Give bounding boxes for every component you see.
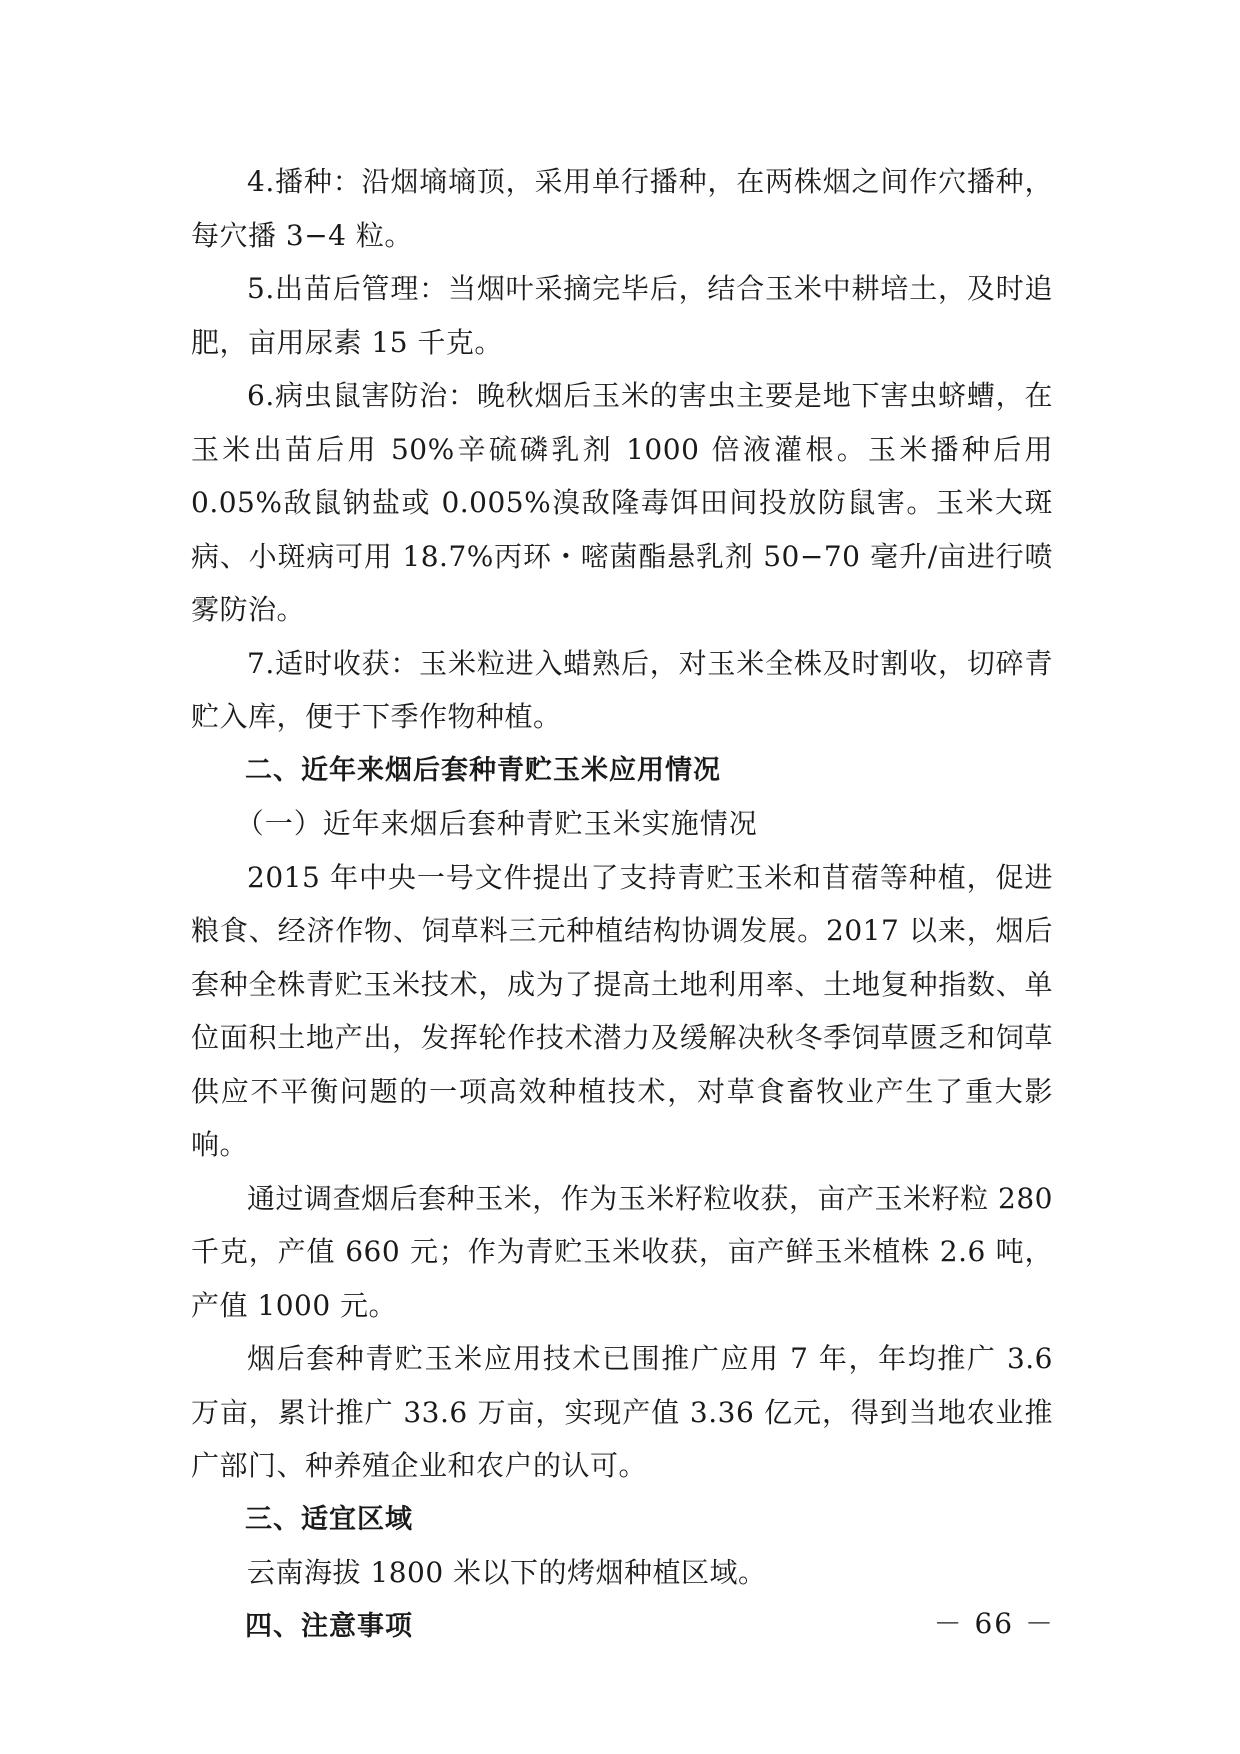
paragraph-policy: 2015 年中央一号文件提出了支持青贮玉米和苜蓿等种植，促进粮食、经济作物、饲草料三元种植结构协调发展。2017 以来，烟后套种全株青贮玉米技术，成为了提高土地利用率、土地复种指数、单位面积土地产出，发挥轮作技术潜力及缓解决秋冬季饲草匮乏和饲草供应不平衡问题的一项高效种植技术，对草食畜牧业产生了重大影响。 xyxy=(191,860,1053,1161)
subsection-heading-implementation: （一）近年来烟后套种青贮玉米实施情况 xyxy=(235,807,758,840)
document-body xyxy=(191,155,1053,1653)
section-heading-application: 二、近年来烟后套种青贮玉米应用情况 xyxy=(245,754,721,786)
paragraph-sowing: 4.播种：沿烟墒墒顶，采用单行播种，在两株烟之间作穴播种，每穴播 3−4 粒。 xyxy=(191,165,1053,252)
paragraph-survey: 通过调查烟后套种玉米，作为玉米籽粒收获，亩产玉米籽粒 280 千克，产值 660 元；作为青贮玉米收获，亩产鲜玉米植株 2.6 吨，产值 1000 元。 xyxy=(191,1181,1053,1322)
page-number: － 66 － xyxy=(933,1607,1055,1640)
paragraph-harvest: 7.适时收获：玉米粒进入蜡熟后，对玉米全株及时割收，切碎青贮入库，便于下季作物种植。 xyxy=(191,646,1053,733)
paragraph-suitable-area: 云南海拔 1800 米以下的烤烟种植区域。 xyxy=(247,1556,767,1589)
paragraph-promotion: 烟后套种青贮玉米应用技术已围推广应用 7 年，年均推广 3.6 万亩，累计推广 33.6 万亩，实现产值 3.36 亿元，得到当地农业推广部门、种养殖企业和农户的认可。 xyxy=(191,1342,1053,1482)
paragraph-pest-control: 6.病虫鼠害防治：晚秋烟后玉米的害虫主要是地下害虫蛴螬，在玉米出苗后用 50%辛硫磷乳剂 1000 倍液灌根。玉米播种后用 0.05%敌鼠钠盐或 0.005%溴敌隆毒饵田间投放防鼠害。玉米大斑病、小斑病可用 18.7%丙环・嘧菌酯悬乳剂 50−70 毫升/亩进行喷雾防治。 xyxy=(191,379,1053,626)
section-heading-suitable-area: 三、适宜区域 xyxy=(245,1503,413,1535)
paragraph-seedling-management: 5.出苗后管理：当烟叶采摘完毕后，结合玉米中耕培土，及时追肥，亩用尿素 15 千克。 xyxy=(191,272,1053,359)
section-heading-notes: 四、注意事项 xyxy=(245,1610,413,1642)
